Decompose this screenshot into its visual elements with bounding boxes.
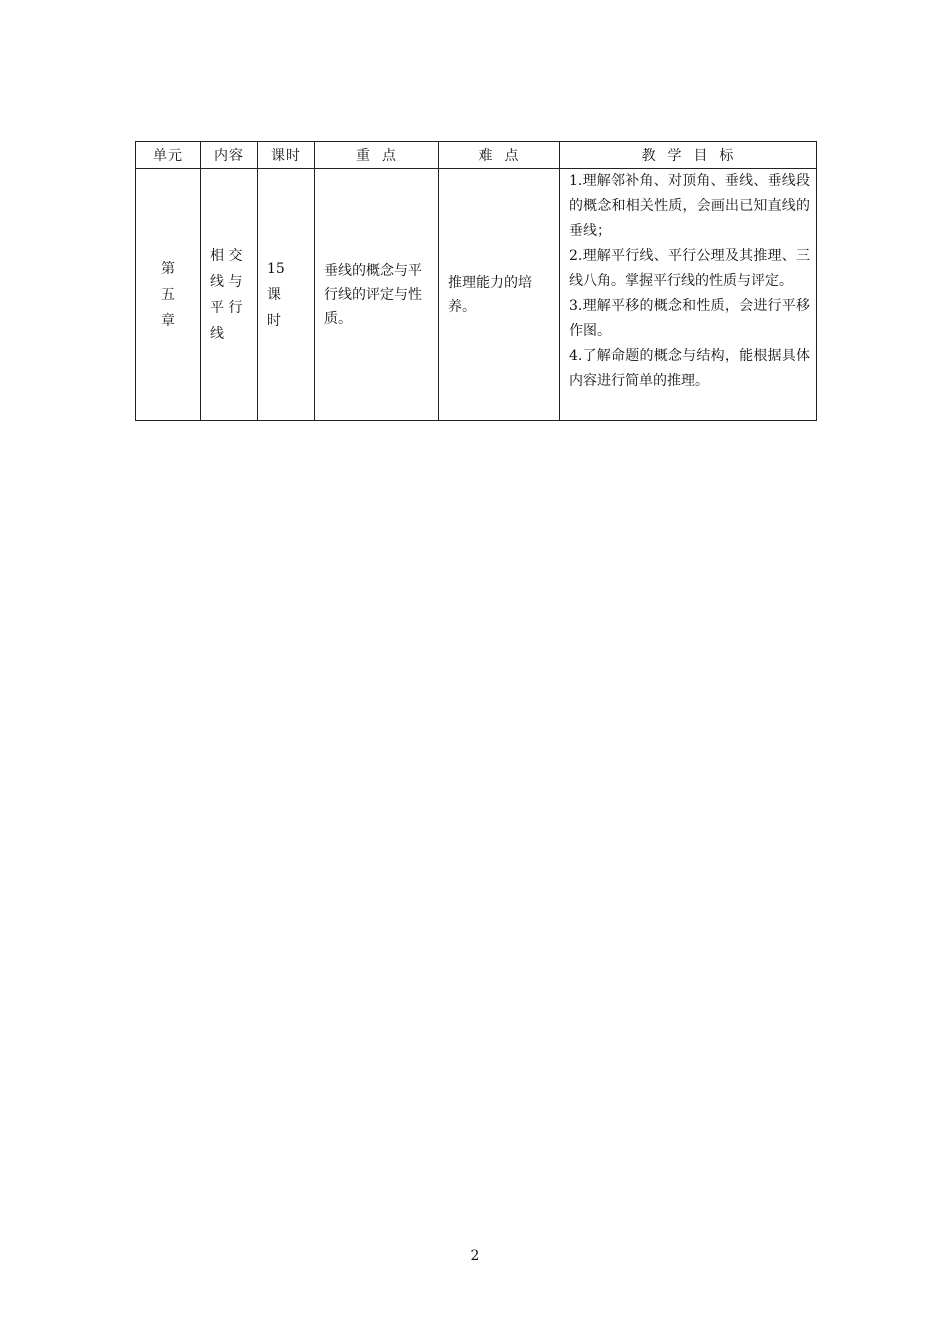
content-line: 线 <box>210 325 224 342</box>
header-difficulties: 难 点 <box>439 142 560 169</box>
page-number: 2 <box>470 1248 480 1264</box>
cell-difficulties: 推理能力的培养。 <box>439 169 560 421</box>
cell-unit <box>136 169 201 421</box>
goal-item: 2.理解平行线、平行公理及其推理、三线八角。掌握平行线的性质与评定。 <box>569 248 810 289</box>
header-content: 内容 <box>201 142 258 169</box>
header-hours: 课时 <box>258 142 315 169</box>
header-teaching-goals: 教 学 目 标 <box>560 142 817 169</box>
cell-content <box>201 169 258 421</box>
syllabus-table <box>135 141 817 421</box>
header-key-points: 重 点 <box>315 142 439 169</box>
content-line: 线 与 <box>210 273 243 290</box>
header-unit: 单元 <box>136 142 201 169</box>
table-row <box>136 169 817 421</box>
content-line: 相 交 <box>210 247 243 264</box>
hours-line: 课 <box>267 286 281 303</box>
cell-hours <box>258 169 315 421</box>
hours-line: 15 <box>267 260 285 277</box>
goal-item: 3.理解平移的概念和性质，会进行平移作图。 <box>569 298 810 339</box>
unit-line: 第 <box>161 260 175 277</box>
cell-teaching-goals <box>560 169 817 421</box>
unit-line: 五 <box>161 286 175 303</box>
cell-key-points: 垂线的概念与平行线的评定与性质。 <box>315 169 439 421</box>
content-line: 平 行 <box>210 299 243 316</box>
hours-line: 时 <box>267 312 281 329</box>
goal-item: 4.了解命题的概念与结构，能根据具体内容进行简单的推理。 <box>569 348 810 389</box>
unit-line: 章 <box>161 312 175 329</box>
table-header-row <box>136 142 817 169</box>
goal-item: 1.理解邻补角、对顶角、垂线、垂线段的概念和相关性质，会画出已知直线的垂线； <box>569 173 810 239</box>
